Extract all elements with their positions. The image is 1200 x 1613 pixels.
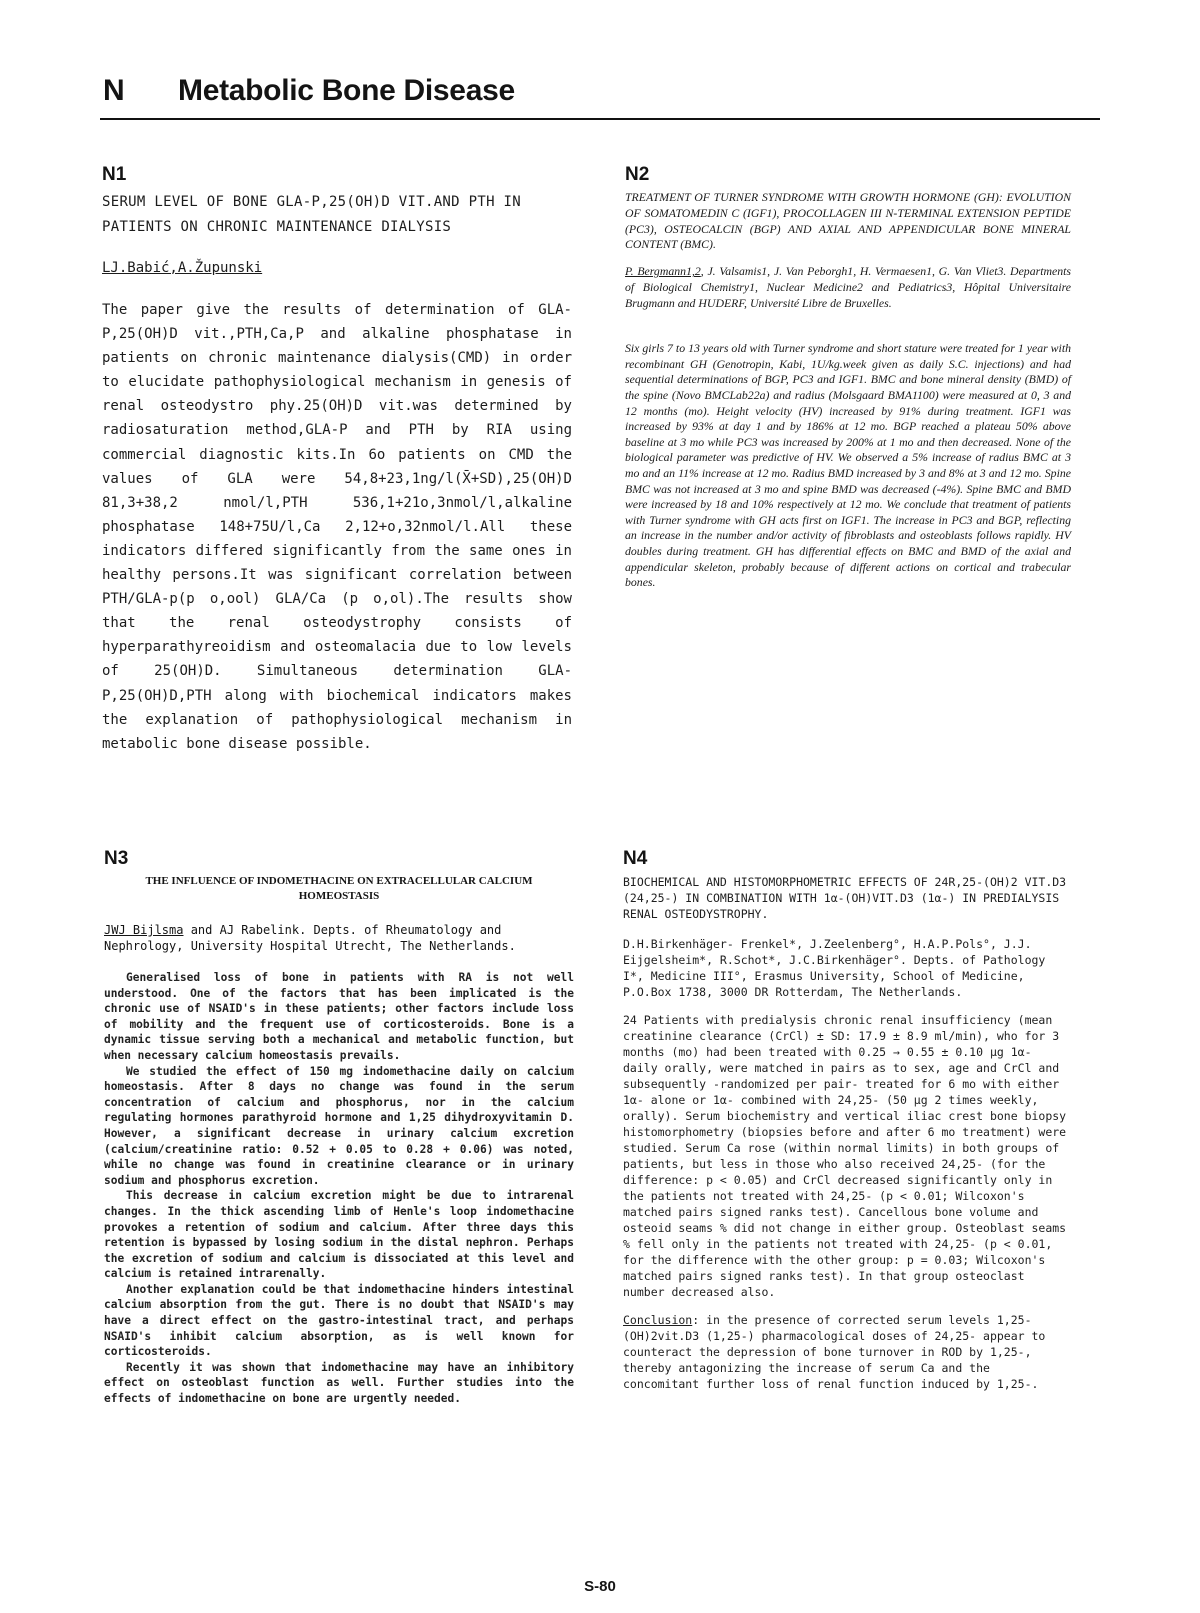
abstract-body: Six girls 7 to 13 years old with Turner syndrome and short stature were treated for 1 year with recombinant GH (Genotropin, Kabi, 1U/kg.week given as daily S.C. injections) and had sequential determinations of BGP, PC3 and IGF1. BMC and bone mineral density (BMD) of the spine (Novo BMCLab22a) and radius (Molsgaard BMA1100) were measured at 0, 3 and 12 months (mo). Height velocity (HV) increased by 91% during treatment. IGF1 was increased by 93% at day 1 and by 186% at 12 mo. BGP reached a plateau 50% above baseline at 3 mo while PC3 was increased by 200% at 1 mo and then decreased. None of the biological parameter was predictive of HV. We observed a 5% increase of radius BMC at 3 mo and an 11% increase at 12 mo. Radius BMD increased by 3 and 8% at 3 and 12 mo. Spine BMC was not increased at 3 mo and spine BMD was decreased (-4%). Spine BMC and BMD were increased by 18 and 10% respectively at 12 mo. We conclude that treatment of patients with Turner syndrome with GH acts first on IGF1. The increase in PC3 and BGP, reflecting an increase in the number and/or activity of fibroblasts and osteoblasts follows rapidly. HV doubles during treatment. GH has differential effects on BMC and BMD of the axial and appendicular skeleton, probably because of different actions on cortical and trabecular bones.	[625, 341, 1071, 590]
page-number: S-80	[584, 1578, 616, 1595]
abstract-conclusion	[623, 1312, 1073, 1392]
abstract-body: The paper give the results of determination of GLA-P,25(OH)D vit.,PTH,Ca,P and alkaline phosphatase in patients on chronic maintenance dialysis(CMD) in order to elucidate pathophysiological mechanism in genesis of renal osteodystro phy.25(OH)D vit.was determined by radiosaturation method,GLA-P and PTH by RIA using commercial diagnostic kits.In 6o patients on CMD the values of GLA were 54,8+23,1ng/l(X̄+SD),25(OH)D 81,3+38,2 nmol/l,PTH 536,1+21o,3nmol/l,alkaline phosphatase 148+75U/l,Ca 2,12+o,32nmol/l.All these indicators differed significantly from the same ones in healthy persons.It was significant correlation between PTH/GLA-p(p o,ool) GLA/Ca (p o,ol).The results show that the renal osteodystrophy consists of hyperparathyreoidism and osteomalacia due to low levels of 25(OH)D. Simultaneous determination GLA-P,25(OH)D,PTH along with biochemical indicators makes the explanation of pathophysiological mechanism in metabolic bone disease possible.	[102, 302, 572, 752]
author-names: LJ.Babić,A.Župunski	[102, 260, 263, 276]
conclusion-text: : in the presence of corrected serum levels 1,25-(OH)2vit.D3 (1,25-) pharmacological doses of 24,25- appear to counteract the depression of bone turnover in ROD by 1,25-, thereby antagonizing the increase of serum Ca and the concomitant further loss of renal function induced by 1,25-.	[623, 1313, 1046, 1391]
abstract-title: TREATMENT OF TURNER SYNDROME WITH GROWTH HORMONE (GH): EVOLUTION OF SOMATOMEDIN C (IGF1), PROCOLLAGEN III N-TERMINAL EXTENSION PEPTIDE (PC3), OSTEOCALCIN (BGP) AND AXIAL AND APPENDICULAR BONE MINERAL CONTENT (BMC).	[625, 190, 1071, 252]
body-paragraph: This decrease in calcium excretion might be due to intrarenal changes. In the thick ascending limb of Henle's loop indomethacine provokes a retention of sodium and calcium. After three days this retention is bypassed by losing sodium in the distal nephron. Perhaps the excretion of sodium and calcium is dissociated at this level and calcium is retained intrarenally.	[104, 1189, 574, 1281]
abstract-id: N4	[623, 848, 648, 869]
first-author: P. Bergmann1,2	[625, 264, 701, 279]
abstract-body	[104, 970, 574, 1407]
abstract-authors	[102, 260, 572, 276]
abstract-n1	[102, 164, 572, 756]
section-letter: N	[103, 74, 125, 107]
abstract-id: N1	[102, 164, 127, 185]
abstract-n2	[625, 164, 1071, 591]
abstract-n3	[104, 848, 574, 1407]
abstract-title: BIOCHEMICAL AND HISTOMORPHOMETRIC EFFECTS OF 24R,25-(OH)2 VIT.D3 (24,25-) IN COMBINATION WITH 1α-(OH)VIT.D3 (1α-) IN PREDIALYSIS RENAL OSTEODYSTROPHY.	[623, 875, 1067, 921]
body-paragraph: Generalised loss of bone in patients with RA is not well understood. One of the factors that has been implicated is the chronic use of NSAID's in these patients; other factors include loss of mobility and the frequent use of corticosteroids. Bone is a dynamic tissue serving both a mechanical and metabolic function, but when necessary calcium homeostasis prevails.	[104, 971, 574, 1062]
abstract-id: N3	[104, 848, 129, 869]
author-affiliations: , J. Valsamis1, J. Van Peborgh1, H. Vermaesen1, G. Van Vliet3. Departments of Biological Chemistry1, Nuclear Medicine2 and Pediatrics3, Hôpital Universitaire Brugmann and HUDERF, Université Libre de Bruxelles.	[625, 264, 1071, 311]
abstract-n4	[623, 848, 1073, 1392]
abstract-authors	[625, 263, 1071, 311]
body-paragraph: Another explanation could be that indomethacine hinders intestinal calcium absorption from the gut. There is no doubt that NSAID's may have a direct effect on the gastro-intestinal tract, and perhaps NSAID's inhibit calcium absorption, as is well known for corticosteroids.	[104, 1282, 574, 1359]
section-title: Metabolic Bone Disease	[178, 74, 515, 107]
abstract-authors: D.H.Birkenhäger- Frenkel*, J.Zeelenberg°, H.A.P.Pols°, J.J. Eijgelsheim*, R.Schot*, J.C.Birkenhäger°. Depts. of Pathology I*, Medicine III°, Erasmus University, School of Medicine, P.O.Box 1738, 3000 DR Rotterdam, The Netherlands.	[623, 937, 1046, 999]
conclusion-label: Conclusion	[623, 1313, 693, 1327]
first-author: JWJ Bijlsma	[104, 923, 184, 937]
abstract-title: SERUM LEVEL OF BONE GLA-P,25(OH)D VIT.AND PTH IN PATIENTS ON CHRONIC MAINTENANCE DIALYSIS	[102, 194, 521, 235]
author-affiliations: and AJ Rabelink. Depts. of Rheumatology and Nephrology, University Hospital Utrecht, The Netherlands.	[104, 923, 516, 953]
body-paragraph: Recently it was shown that indomethacine may have an inhibitory effect on osteoblast function as well. Further studies into the effects of indomethacine on bone are urgently needed.	[104, 1360, 574, 1406]
abstract-body: 24 Patients with predialysis chronic renal insufficiency (mean creatinine clearance (CrCl) ± SD: 17.9 ± 8.9 ml/min), who for 3 months (mo) had been treated with 0.25 → 0.55 ± 0.10 µg 1α- daily orally, were matched in pairs as to sex, age and CrCl and subsequently -randomized per pair- treated for 6 mo with either 1α- alone or 1α- combined with 24,25- (50 µg 2 times weekly, orally). Serum biochemistry and vertical iliac crest bone biopsy histomorphometry (biopsies before and after 6 mo treatment) were studied. Serum Ca rose (within normal limits) in both groups of patients, but less in those who also received 24,25- (for the difference: p < 0.05) and CrCl decreased significantly only in the patients not treated with 24,25- (p < 0.01; Wilcoxon's matched pairs signed ranks test). Cancellous bone volume and osteoid seams % did not change in either group. Osteoblast seams % fell only in the patients not treated with 24,25- (p < 0.01, for the difference with the other group: p = 0.03; Wilcoxon's matched pairs signed ranks test). In that group osteoclast number decreased also.	[623, 1013, 1067, 1299]
abstract-title: THE INFLUENCE OF INDOMETHACINE ON EXTRACELLULAR CALCIUM HOMEOSTASIS	[145, 875, 533, 902]
abstract-authors	[104, 922, 574, 954]
abstract-id: N2	[625, 164, 650, 185]
section-header	[100, 70, 1100, 120]
body-paragraph: We studied the effect of 150 mg indomethacine daily on calcium homeostasis. After 8 days no change was found in the serum concentration of calcium and phosphorus, nor in the calcium regulating hormones parathyroid hormone and 1,25 dihydroxyvitamin D. However, a significant decrease in urinary calcium excretion (calcium/creatinine ratio: 0.52 + 0.05 to 0.28 + 0.06) was noted, while no change was found in creatinine clearance or in urinary sodium and phosphorus excretion.	[104, 1064, 574, 1187]
